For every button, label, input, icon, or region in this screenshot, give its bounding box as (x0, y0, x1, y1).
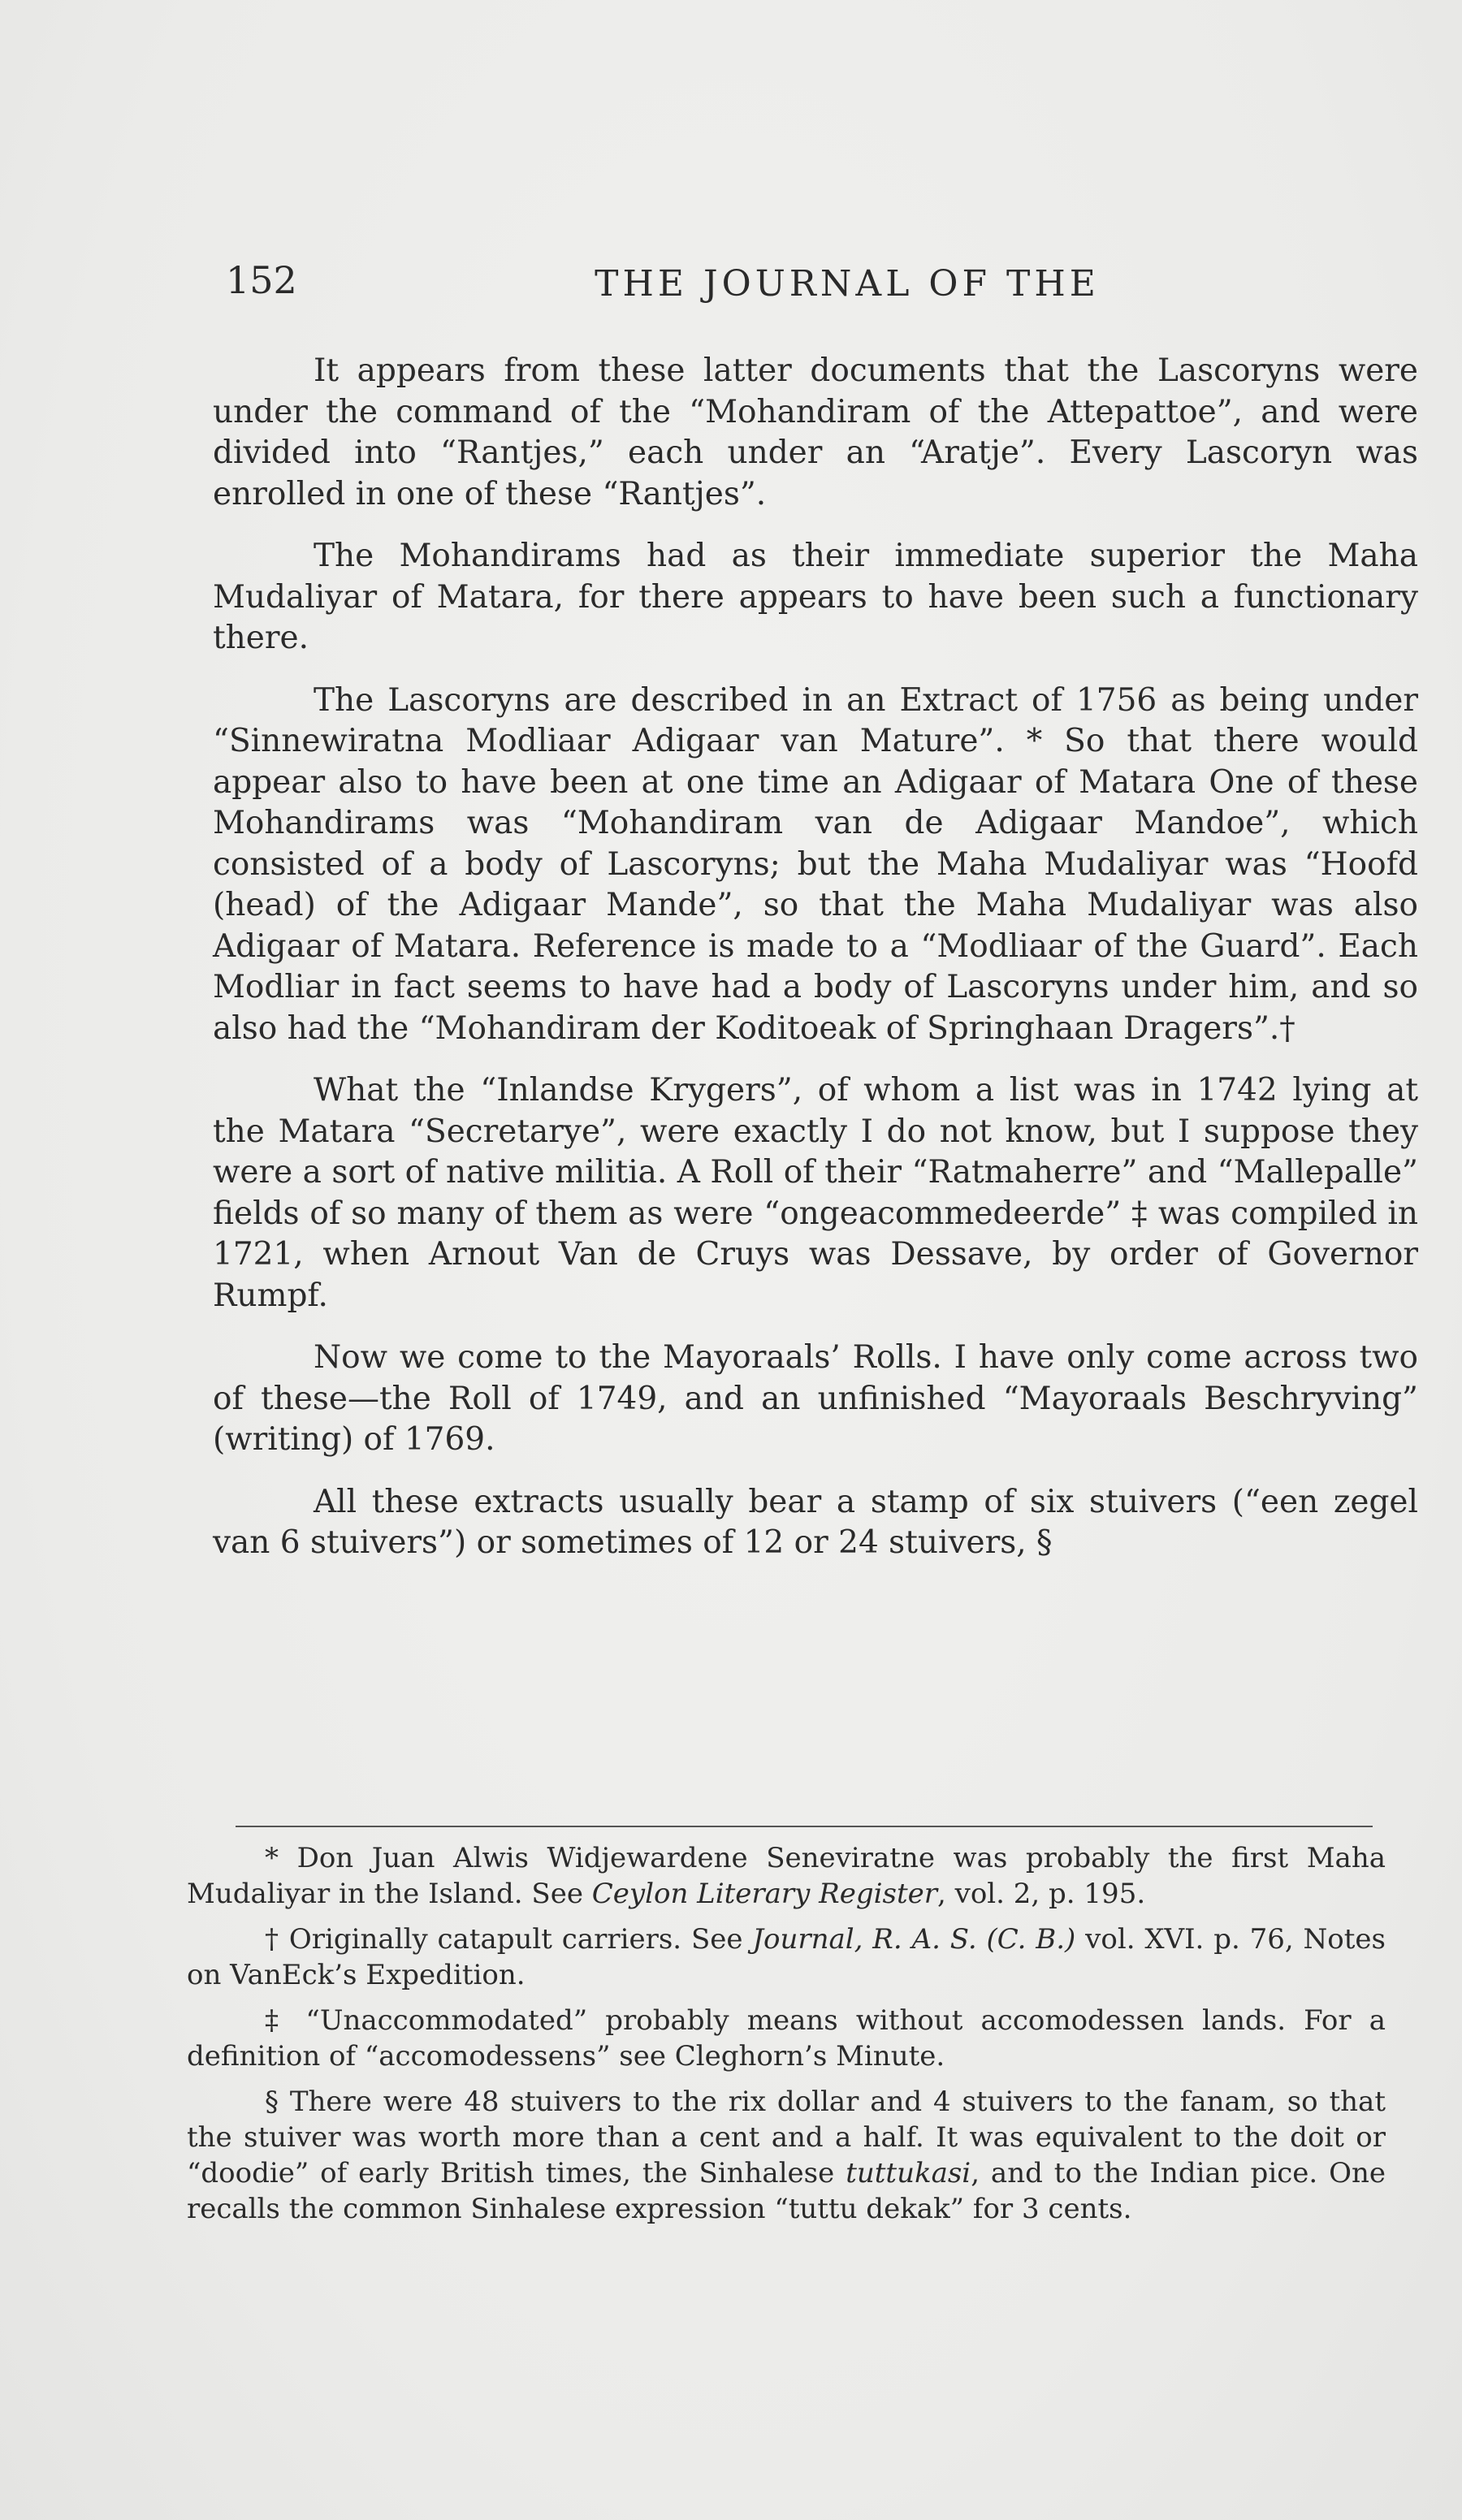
footnote-citation: Journal, R. A. S. (C. B.) (752, 1923, 1076, 1956)
body-text (213, 351, 1418, 1585)
running-head: THE JOURNAL OF THE (595, 263, 1100, 305)
paragraph: What the “Inlandse Krygers”, of whom a list was in 1742 lying at the Matara “Secretarye”, were exactly I do not know, but I suppose they were a sort of native militia. A Roll of their “Ratmaherre” and “Mallepalle” fields of so many of them as were “ongeacommedeerde” ‡ was compiled in 1721, when Arnout Van de Cruys was Dessave, by order of Governor Rumpf. (213, 1072, 1418, 1314)
footnote-citation: Ceylon Literary Register (591, 1878, 938, 1910)
page-header (226, 258, 1395, 323)
footnote-rule (236, 1826, 1373, 1827)
footnote: ‡ “Unaccommodated” probably means without accomodessen lands. For a definition of “accomodessens” see Cleghorn’s Minute. (187, 2004, 1386, 2073)
paragraph: The Mohandirams had as their immediate superior the Maha Mudaliyar of Matara, for there appears to have been such a functionary there. (213, 538, 1418, 656)
paragraph: Now we come to the Mayoraals’ Rolls. I have only come across two of these—the Roll of 1749, and an unfinished “Mayoraals Beschryving” (writing) of 1769. (213, 1339, 1418, 1458)
footnote-text: , and to the Indian pice. One recalls the common Sinhalese expression “tuttu dekak” for 3 cents. (187, 2157, 1386, 2225)
footnote-citation: tuttukasi (846, 2157, 971, 2189)
footnotes (187, 1840, 1386, 2237)
paragraph: It appears from these latter documents that the Lascoryns were under the command of the “Mohandiram of the Attepattoe”, and were divided into “Rantjes,” each under an “Aratje”. Every Lascoryn was enrolled in one of these “Rantjes”. (213, 352, 1418, 512)
paragraph: All these extracts usually bear a stamp of six stuivers (“een zegel van 6 stuivers”) or sometimes of 12 or 24 stuivers, § (213, 1483, 1418, 1561)
paragraph: The Lascoryns are described in an Extract of 1756 as being under “Sinnewiratna Modliaar Adigaar van Mature”. * So that there would appear also to have been at one time an Adigaar of Matara One of these Mohandirams was “Mohandiram van de Adigaar Mandoe”, which consisted of a body of Lascoryns; but the Maha Mudaliyar was “Hoofd (head) of the Adigaar Mande”, so that the Maha Mudaliyar was also Adigaar of Matara. Reference is made to a “Modliaar of the Guard”. Each Modliar in fact seems to have had a body of Lascoryns under him, and so also had the “Mohandiram der Koditoeak of Springhaan Dragers”.† (213, 681, 1418, 1047)
footnote-text: † Originally catapult carriers. See (265, 1923, 753, 1956)
page-number: 152 (226, 258, 297, 302)
footnote-text: vol. XVI. p. 76, Notes on VanEck’s Expedition. (187, 1923, 1386, 1991)
footnote-text: § There were 48 stuivers to the rix dollar and 4 stuivers to the fanam, so that the stuiver was worth more than a cent and a half. It was equivalent to the doit or “doodie” of early British times, the Sinhalese (187, 2086, 1386, 2189)
footnote (187, 1840, 1386, 1912)
footnote (187, 1921, 1386, 1993)
footnote (187, 2084, 1386, 2227)
footnote-text: , vol. 2, p. 195. (937, 1878, 1146, 1910)
footnote-text: * Don Juan Alwis Widjewardene Seneviratne was probably the first Maha Mudaliyar in the Island. See (187, 1842, 1386, 1910)
